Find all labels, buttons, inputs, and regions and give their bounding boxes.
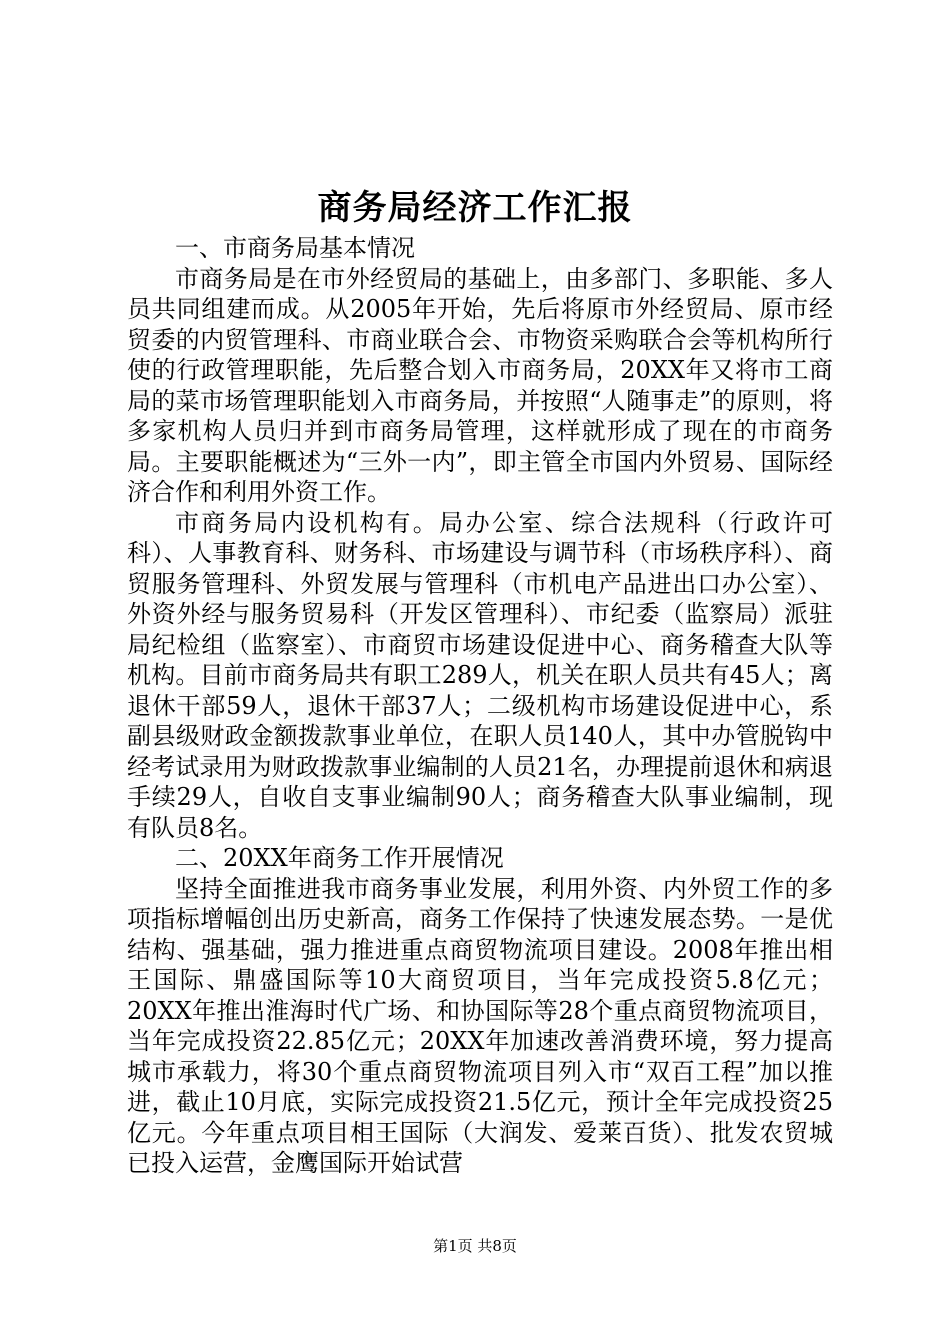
document-title: 商务局经济工作汇报 <box>317 188 633 228</box>
section-heading-2: 二、20XX年商务工作开展情况 <box>175 844 504 872</box>
paragraph-overview: 市商务局是在市外经贸局的基础上，由多部门、多职能、多人员共同组建而成。从2005年开始，先后将原市外经贸局、原市经贸委的内贸管理科、市商业联合会、市物资采购联合会等机构所行使的行政管理职能，先后整合划入市商务局，20XX年又将市工商局的菜市场管理职能划入市商务局，并按照“人随事走”的原则，将多家机构人员归并到市商务局管理，这样就形成了现在的市商务局。主要职能概述为“三外一内”，即主管全市国内外贸易、国际经济合作和利用外资工作。 <box>127 264 833 506</box>
page-number-footer: 第1页 共8页 <box>433 1237 517 1255</box>
paragraph-departments: 市商务局内设机构有。局办公室、综合法规科（行政许可科）、人事教育科、财务科、市场建设与调节科（市场秩序科）、商贸服务管理科、外贸发展与管理科（市机电产品进出口办公室）、外资外经与服务贸易科（开发区管理科）、市纪委（监察局）派驻局纪检组（监察室）、市商贸市场建设促进中心、商务稽查大队等机构。目前市商务局共有职工289人，机关在职人员共有45人；离退休干部59人，退休干部37人；二级机构市场建设促进中心，系副县级财政金额拨款事业单位，在职人员140人，其中办管脱钩中经考试录用为财政拨款事业编制的人员21名，办理提前退休和病退手续29人，自收自支事业编制90人；商务稽查大队事业编制，现有队员8名。 <box>127 508 833 842</box>
paragraph-work-progress: 坚持全面推进我市商务事业发展，利用外资、内外贸工作的多项指标增幅创出历史新高，商务工作保持了快速发展态势。一是优结构、强基础，强力推进重点商贸物流项目建设。2008年推出相王国际、鼎盛国际等10大商贸项目，当年完成投资5.8亿元；20XX年推出淮海时代广场、和协国际等28个重点商贸物流项目，当年完成投资22.85亿元；20XX年加速改善消费环境，努力提高城市承载力，将30个重点商贸物流项目列入市“双百工程”加以推进，截止10月底，实际完成投资21.5亿元，预计全年完成投资25亿元。今年重点项目相王国际（大润发、爱莱百货）、批发农贸城已投入运营，金鹰国际开始试营 <box>127 874 833 1177</box>
document-body <box>127 233 833 1179</box>
section-heading-1: 一、市商务局基本情况 <box>175 234 415 262</box>
